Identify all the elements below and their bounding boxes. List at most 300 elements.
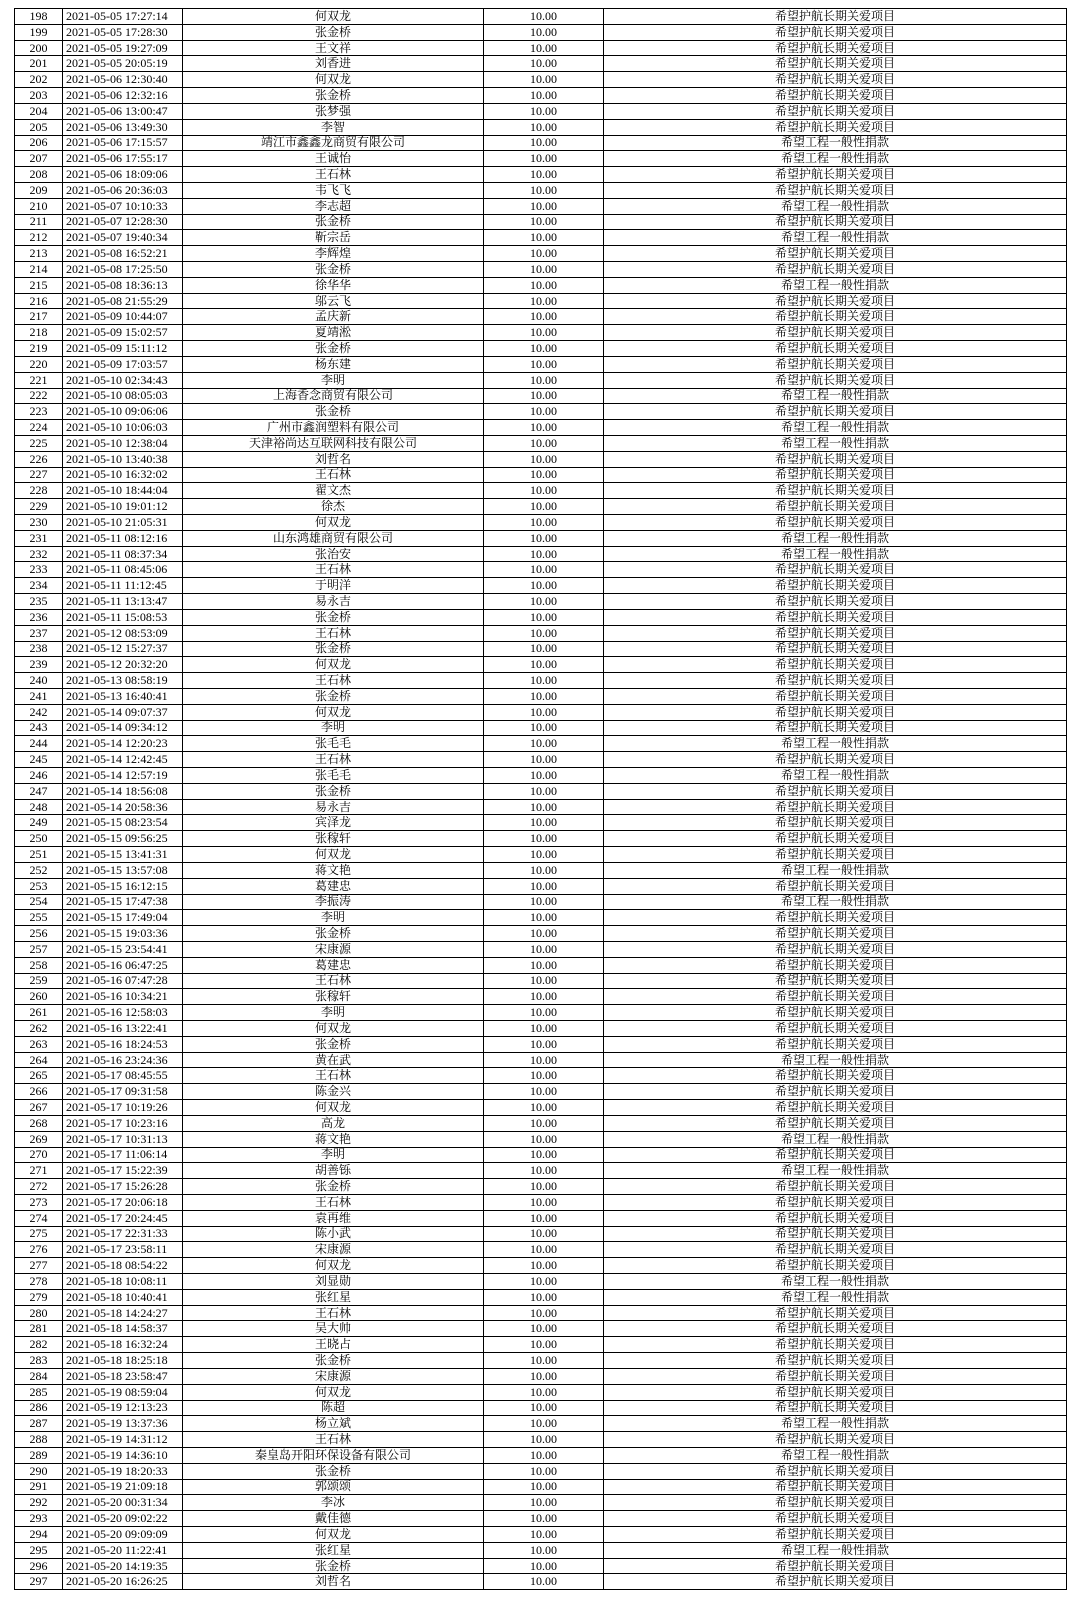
table-row: [15, 262, 1067, 278]
row-number-cell: 219: [15, 341, 63, 357]
amount-cell: 10.00: [484, 499, 604, 515]
amount-cell: 10.00: [484, 736, 604, 752]
amount-cell: 10.00: [484, 926, 604, 942]
donor-name-cell: 蒋文艳: [183, 1131, 484, 1147]
donation-time-cell: 2021-05-19 14:31:12: [63, 1432, 183, 1448]
donation-time-cell: 2021-05-17 08:45:55: [63, 1068, 183, 1084]
donor-name-cell: 宾泽龙: [183, 815, 484, 831]
row-number-cell: 248: [15, 799, 63, 815]
amount-cell: 10.00: [484, 135, 604, 151]
donation-time-cell: 2021-05-11 08:37:34: [63, 546, 183, 562]
row-number-cell: 252: [15, 862, 63, 878]
project-cell: 希望工程一般性捐款: [604, 1131, 1067, 1147]
amount-cell: 10.00: [484, 277, 604, 293]
table-row: [15, 878, 1067, 894]
donation-time-cell: 2021-05-15 09:56:25: [63, 831, 183, 847]
row-number-cell: 231: [15, 530, 63, 546]
row-number-cell: 284: [15, 1368, 63, 1384]
amount-cell: 10.00: [484, 1495, 604, 1511]
table-row: [15, 957, 1067, 973]
donation-table-body: [15, 9, 1067, 1590]
row-number-cell: 262: [15, 1021, 63, 1037]
amount-cell: 10.00: [484, 878, 604, 894]
donation-time-cell: 2021-05-17 20:24:45: [63, 1210, 183, 1226]
donation-time-cell: 2021-05-15 13:57:08: [63, 862, 183, 878]
table-row: [15, 1479, 1067, 1495]
amount-cell: 10.00: [484, 420, 604, 436]
row-number-cell: 254: [15, 894, 63, 910]
row-number-cell: 199: [15, 24, 63, 40]
row-number-cell: 259: [15, 973, 63, 989]
donation-time-cell: 2021-05-14 12:57:19: [63, 768, 183, 784]
amount-cell: 10.00: [484, 72, 604, 88]
amount-cell: 10.00: [484, 325, 604, 341]
table-row: [15, 752, 1067, 768]
project-cell: 希望护航长期关爱项目: [604, 1068, 1067, 1084]
project-cell: 希望护航长期关爱项目: [604, 578, 1067, 594]
project-cell: 希望护航长期关爱项目: [604, 1115, 1067, 1131]
donation-time-cell: 2021-05-15 17:47:38: [63, 894, 183, 910]
project-cell: 希望护航长期关爱项目: [604, 341, 1067, 357]
donation-time-cell: 2021-05-16 23:24:36: [63, 1052, 183, 1068]
donor-name-cell: 张治安: [183, 546, 484, 562]
donor-name-cell: 杨东建: [183, 356, 484, 372]
amount-cell: 10.00: [484, 768, 604, 784]
row-number-cell: 278: [15, 1274, 63, 1290]
row-number-cell: 296: [15, 1558, 63, 1574]
donor-name-cell: 张金桥: [183, 926, 484, 942]
donor-name-cell: 蒋文艳: [183, 862, 484, 878]
project-cell: 希望工程一般性捐款: [604, 420, 1067, 436]
project-cell: 希望护航长期关爱项目: [604, 182, 1067, 198]
table-row: [15, 862, 1067, 878]
table-row: [15, 103, 1067, 119]
donor-name-cell: 陈小武: [183, 1226, 484, 1242]
project-cell: 希望护航长期关爱项目: [604, 1305, 1067, 1321]
project-cell: 希望护航长期关爱项目: [604, 499, 1067, 515]
table-row: [15, 1115, 1067, 1131]
project-cell: 希望工程一般性捐款: [604, 1447, 1067, 1463]
amount-cell: 10.00: [484, 673, 604, 689]
donation-time-cell: 2021-05-15 13:41:31: [63, 847, 183, 863]
project-cell: 希望护航长期关爱项目: [604, 641, 1067, 657]
table-row: [15, 420, 1067, 436]
donor-name-cell: 韦飞飞: [183, 182, 484, 198]
table-row: [15, 293, 1067, 309]
row-number-cell: 232: [15, 546, 63, 562]
donation-time-cell: 2021-05-10 10:06:03: [63, 420, 183, 436]
donor-name-cell: 上海香念商贸有限公司: [183, 388, 484, 404]
table-row: [15, 657, 1067, 673]
project-cell: 希望护航长期关爱项目: [604, 1100, 1067, 1116]
donor-name-cell: 王石林: [183, 1305, 484, 1321]
donor-name-cell: 张毛毛: [183, 768, 484, 784]
donation-time-cell: 2021-05-17 22:31:33: [63, 1226, 183, 1242]
donor-name-cell: 山东鸿雄商贸有限公司: [183, 530, 484, 546]
donor-name-cell: 张金桥: [183, 24, 484, 40]
donation-time-cell: 2021-05-19 21:09:18: [63, 1479, 183, 1495]
table-row: [15, 1447, 1067, 1463]
amount-cell: 10.00: [484, 1574, 604, 1590]
donor-name-cell: 王石林: [183, 467, 484, 483]
donation-time-cell: 2021-05-11 13:13:47: [63, 594, 183, 610]
amount-cell: 10.00: [484, 530, 604, 546]
table-row: [15, 625, 1067, 641]
project-cell: 希望护航长期关爱项目: [604, 799, 1067, 815]
donor-name-cell: 何双龙: [183, 1384, 484, 1400]
table-row: [15, 609, 1067, 625]
amount-cell: 10.00: [484, 1147, 604, 1163]
donor-name-cell: 吴大帅: [183, 1321, 484, 1337]
table-row: [15, 973, 1067, 989]
table-row: [15, 1527, 1067, 1543]
amount-cell: 10.00: [484, 483, 604, 499]
donation-time-cell: 2021-05-07 10:10:33: [63, 198, 183, 214]
row-number-cell: 209: [15, 182, 63, 198]
donor-name-cell: 王晓占: [183, 1337, 484, 1353]
row-number-cell: 218: [15, 325, 63, 341]
amount-cell: 10.00: [484, 1242, 604, 1258]
project-cell: 希望工程一般性捐款: [604, 1542, 1067, 1558]
amount-cell: 10.00: [484, 214, 604, 230]
row-number-cell: 250: [15, 831, 63, 847]
project-cell: 希望护航长期关爱项目: [604, 1321, 1067, 1337]
donor-name-cell: 靳宗岳: [183, 230, 484, 246]
row-number-cell: 260: [15, 989, 63, 1005]
donor-name-cell: 葛建忠: [183, 878, 484, 894]
table-row: [15, 1258, 1067, 1274]
donation-time-cell: 2021-05-13 08:58:19: [63, 673, 183, 689]
project-cell: 希望工程一般性捐款: [604, 230, 1067, 246]
donation-time-cell: 2021-05-10 21:05:31: [63, 515, 183, 531]
project-cell: 希望工程一般性捐款: [604, 1052, 1067, 1068]
row-number-cell: 216: [15, 293, 63, 309]
amount-cell: 10.00: [484, 356, 604, 372]
project-cell: 希望工程一般性捐款: [604, 546, 1067, 562]
donation-time-cell: 2021-05-18 16:32:24: [63, 1337, 183, 1353]
amount-cell: 10.00: [484, 941, 604, 957]
donation-time-cell: 2021-05-18 08:54:22: [63, 1258, 183, 1274]
donation-time-cell: 2021-05-14 12:42:45: [63, 752, 183, 768]
donor-name-cell: 戴佳德: [183, 1511, 484, 1527]
donation-time-cell: 2021-05-16 18:24:53: [63, 1036, 183, 1052]
row-number-cell: 280: [15, 1305, 63, 1321]
row-number-cell: 217: [15, 309, 63, 325]
row-number-cell: 255: [15, 910, 63, 926]
row-number-cell: 214: [15, 262, 63, 278]
amount-cell: 10.00: [484, 989, 604, 1005]
project-cell: 希望护航长期关爱项目: [604, 1511, 1067, 1527]
project-cell: 希望护航长期关爱项目: [604, 720, 1067, 736]
donor-name-cell: 高龙: [183, 1115, 484, 1131]
amount-cell: 10.00: [484, 1289, 604, 1305]
donor-name-cell: 王石林: [183, 562, 484, 578]
row-number-cell: 256: [15, 926, 63, 942]
amount-cell: 10.00: [484, 831, 604, 847]
amount-cell: 10.00: [484, 1479, 604, 1495]
table-row: [15, 325, 1067, 341]
project-cell: 希望护航长期关爱项目: [604, 1558, 1067, 1574]
row-number-cell: 211: [15, 214, 63, 230]
donor-name-cell: 黄在武: [183, 1052, 484, 1068]
amount-cell: 10.00: [484, 1337, 604, 1353]
amount-cell: 10.00: [484, 1131, 604, 1147]
row-number-cell: 206: [15, 135, 63, 151]
table-row: [15, 1068, 1067, 1084]
donor-name-cell: 徐华华: [183, 277, 484, 293]
donation-time-cell: 2021-05-05 20:05:19: [63, 56, 183, 72]
row-number-cell: 249: [15, 815, 63, 831]
row-number-cell: 268: [15, 1115, 63, 1131]
table-row: [15, 483, 1067, 499]
project-cell: 希望护航长期关爱项目: [604, 1005, 1067, 1021]
row-number-cell: 228: [15, 483, 63, 499]
donation-time-cell: 2021-05-16 06:47:25: [63, 957, 183, 973]
donation-time-cell: 2021-05-14 12:20:23: [63, 736, 183, 752]
donation-time-cell: 2021-05-08 18:36:13: [63, 277, 183, 293]
row-number-cell: 291: [15, 1479, 63, 1495]
amount-cell: 10.00: [484, 704, 604, 720]
donor-name-cell: 何双龙: [183, 515, 484, 531]
amount-cell: 10.00: [484, 1068, 604, 1084]
donation-time-cell: 2021-05-10 16:32:02: [63, 467, 183, 483]
project-cell: 希望护航长期关爱项目: [604, 609, 1067, 625]
table-row: [15, 594, 1067, 610]
row-number-cell: 239: [15, 657, 63, 673]
row-number-cell: 258: [15, 957, 63, 973]
table-row: [15, 1194, 1067, 1210]
project-cell: 希望护航长期关爱项目: [604, 926, 1067, 942]
table-row: [15, 40, 1067, 56]
table-row: [15, 88, 1067, 104]
row-number-cell: 273: [15, 1194, 63, 1210]
amount-cell: 10.00: [484, 119, 604, 135]
donation-time-cell: 2021-05-18 10:40:41: [63, 1289, 183, 1305]
table-row: [15, 1511, 1067, 1527]
row-number-cell: 213: [15, 246, 63, 262]
amount-cell: 10.00: [484, 847, 604, 863]
donation-time-cell: 2021-05-10 09:06:06: [63, 404, 183, 420]
donor-name-cell: 何双龙: [183, 72, 484, 88]
amount-cell: 10.00: [484, 372, 604, 388]
amount-cell: 10.00: [484, 1210, 604, 1226]
project-cell: 希望护航长期关爱项目: [604, 1258, 1067, 1274]
row-number-cell: 286: [15, 1400, 63, 1416]
donation-time-cell: 2021-05-08 16:52:21: [63, 246, 183, 262]
row-number-cell: 204: [15, 103, 63, 119]
table-row: [15, 388, 1067, 404]
donation-time-cell: 2021-05-16 12:58:03: [63, 1005, 183, 1021]
donor-name-cell: 张红星: [183, 1542, 484, 1558]
donor-name-cell: 张金桥: [183, 341, 484, 357]
project-cell: 希望护航长期关爱项目: [604, 356, 1067, 372]
project-cell: 希望护航长期关爱项目: [604, 752, 1067, 768]
table-row: [15, 182, 1067, 198]
amount-cell: 10.00: [484, 1179, 604, 1195]
donor-name-cell: 王石林: [183, 167, 484, 183]
project-cell: 希望护航长期关爱项目: [604, 989, 1067, 1005]
amount-cell: 10.00: [484, 1368, 604, 1384]
donation-time-cell: 2021-05-16 07:47:28: [63, 973, 183, 989]
amount-cell: 10.00: [484, 515, 604, 531]
amount-cell: 10.00: [484, 40, 604, 56]
donor-name-cell: 何双龙: [183, 1021, 484, 1037]
project-cell: 希望护航长期关爱项目: [604, 657, 1067, 673]
row-number-cell: 230: [15, 515, 63, 531]
donation-time-cell: 2021-05-09 17:03:57: [63, 356, 183, 372]
donation-time-cell: 2021-05-20 16:26:25: [63, 1574, 183, 1590]
project-cell: 希望护航长期关爱项目: [604, 119, 1067, 135]
table-row: [15, 1337, 1067, 1353]
project-cell: 希望护航长期关爱项目: [604, 325, 1067, 341]
donor-name-cell: 李振涛: [183, 894, 484, 910]
project-cell: 希望工程一般性捐款: [604, 435, 1067, 451]
donation-time-cell: 2021-05-15 16:12:15: [63, 878, 183, 894]
project-cell: 希望护航长期关爱项目: [604, 957, 1067, 973]
table-row: [15, 578, 1067, 594]
donor-name-cell: 于明洋: [183, 578, 484, 594]
table-row: [15, 1210, 1067, 1226]
donation-time-cell: 2021-05-11 08:12:16: [63, 530, 183, 546]
donor-name-cell: 张金桥: [183, 1353, 484, 1369]
donor-name-cell: 张金桥: [183, 1558, 484, 1574]
donation-time-cell: 2021-05-20 00:31:34: [63, 1495, 183, 1511]
donor-name-cell: 王石林: [183, 1068, 484, 1084]
table-row: [15, 435, 1067, 451]
amount-cell: 10.00: [484, 341, 604, 357]
donation-time-cell: 2021-05-12 20:32:20: [63, 657, 183, 673]
donor-name-cell: 邬云飞: [183, 293, 484, 309]
donation-time-cell: 2021-05-05 17:27:14: [63, 9, 183, 25]
donor-name-cell: 胡善铄: [183, 1163, 484, 1179]
project-cell: 希望护航长期关爱项目: [604, 1084, 1067, 1100]
project-cell: 希望工程一般性捐款: [604, 1163, 1067, 1179]
amount-cell: 10.00: [484, 1432, 604, 1448]
table-row: [15, 783, 1067, 799]
table-row: [15, 467, 1067, 483]
project-cell: 希望护航长期关爱项目: [604, 24, 1067, 40]
donation-time-cell: 2021-05-18 10:08:11: [63, 1274, 183, 1290]
donor-name-cell: 李明: [183, 720, 484, 736]
amount-cell: 10.00: [484, 609, 604, 625]
project-cell: 希望护航长期关爱项目: [604, 309, 1067, 325]
row-number-cell: 202: [15, 72, 63, 88]
project-cell: 希望工程一般性捐款: [604, 1289, 1067, 1305]
donation-time-cell: 2021-05-20 14:19:35: [63, 1558, 183, 1574]
amount-cell: 10.00: [484, 388, 604, 404]
donor-name-cell: 王石林: [183, 1432, 484, 1448]
donor-name-cell: 张红星: [183, 1289, 484, 1305]
donor-name-cell: 刘香进: [183, 56, 484, 72]
project-cell: 希望护航长期关爱项目: [604, 483, 1067, 499]
project-cell: 希望护航长期关爱项目: [604, 878, 1067, 894]
project-cell: 希望护航长期关爱项目: [604, 704, 1067, 720]
table-row: [15, 1005, 1067, 1021]
table-row: [15, 641, 1067, 657]
donor-name-cell: 天津裕尚达互联网科技有限公司: [183, 435, 484, 451]
donation-time-cell: 2021-05-11 08:45:06: [63, 562, 183, 578]
row-number-cell: 201: [15, 56, 63, 72]
table-row: [15, 720, 1067, 736]
donor-name-cell: 葛建忠: [183, 957, 484, 973]
row-number-cell: 292: [15, 1495, 63, 1511]
amount-cell: 10.00: [484, 862, 604, 878]
donation-time-cell: 2021-05-18 23:58:47: [63, 1368, 183, 1384]
donor-name-cell: 王文祥: [183, 40, 484, 56]
table-row: [15, 1021, 1067, 1037]
amount-cell: 10.00: [484, 1226, 604, 1242]
project-cell: 希望护航长期关爱项目: [604, 688, 1067, 704]
table-row: [15, 989, 1067, 1005]
row-number-cell: 288: [15, 1432, 63, 1448]
amount-cell: 10.00: [484, 1463, 604, 1479]
donation-time-cell: 2021-05-17 10:31:13: [63, 1131, 183, 1147]
row-number-cell: 253: [15, 878, 63, 894]
amount-cell: 10.00: [484, 451, 604, 467]
row-number-cell: 205: [15, 119, 63, 135]
project-cell: 希望工程一般性捐款: [604, 135, 1067, 151]
table-row: [15, 1274, 1067, 1290]
project-cell: 希望护航长期关爱项目: [604, 88, 1067, 104]
amount-cell: 10.00: [484, 720, 604, 736]
table-row: [15, 1163, 1067, 1179]
amount-cell: 10.00: [484, 1163, 604, 1179]
table-row: [15, 356, 1067, 372]
donor-name-cell: 广州市鑫润塑料有限公司: [183, 420, 484, 436]
donation-time-cell: 2021-05-14 18:56:08: [63, 783, 183, 799]
donor-name-cell: 翟文杰: [183, 483, 484, 499]
table-row: [15, 1384, 1067, 1400]
project-cell: 希望护航长期关爱项目: [604, 167, 1067, 183]
amount-cell: 10.00: [484, 1305, 604, 1321]
row-number-cell: 229: [15, 499, 63, 515]
amount-cell: 10.00: [484, 657, 604, 673]
table-row: [15, 1542, 1067, 1558]
row-number-cell: 207: [15, 151, 63, 167]
amount-cell: 10.00: [484, 594, 604, 610]
row-number-cell: 226: [15, 451, 63, 467]
amount-cell: 10.00: [484, 562, 604, 578]
amount-cell: 10.00: [484, 1115, 604, 1131]
donor-name-cell: 何双龙: [183, 847, 484, 863]
row-number-cell: 251: [15, 847, 63, 863]
table-row: [15, 894, 1067, 910]
donor-name-cell: 秦皇岛开阳环保设备有限公司: [183, 1447, 484, 1463]
amount-cell: 10.00: [484, 1274, 604, 1290]
row-number-cell: 277: [15, 1258, 63, 1274]
project-cell: 希望工程一般性捐款: [604, 277, 1067, 293]
amount-cell: 10.00: [484, 9, 604, 25]
row-number-cell: 198: [15, 9, 63, 25]
project-cell: 希望护航长期关爱项目: [604, 1179, 1067, 1195]
project-cell: 希望护航长期关爱项目: [604, 1368, 1067, 1384]
project-cell: 希望护航长期关爱项目: [604, 1036, 1067, 1052]
project-cell: 希望护航长期关爱项目: [604, 594, 1067, 610]
project-cell: 希望工程一般性捐款: [604, 768, 1067, 784]
donation-time-cell: 2021-05-07 19:40:34: [63, 230, 183, 246]
table-row: [15, 1226, 1067, 1242]
project-cell: 希望护航长期关爱项目: [604, 72, 1067, 88]
donor-name-cell: 何双龙: [183, 1100, 484, 1116]
donor-name-cell: 李冰: [183, 1495, 484, 1511]
project-cell: 希望护航长期关爱项目: [604, 815, 1067, 831]
donor-name-cell: 李辉煌: [183, 246, 484, 262]
donor-name-cell: 宋康源: [183, 1242, 484, 1258]
row-number-cell: 238: [15, 641, 63, 657]
amount-cell: 10.00: [484, 467, 604, 483]
donation-time-cell: 2021-05-11 15:08:53: [63, 609, 183, 625]
amount-cell: 10.00: [484, 293, 604, 309]
